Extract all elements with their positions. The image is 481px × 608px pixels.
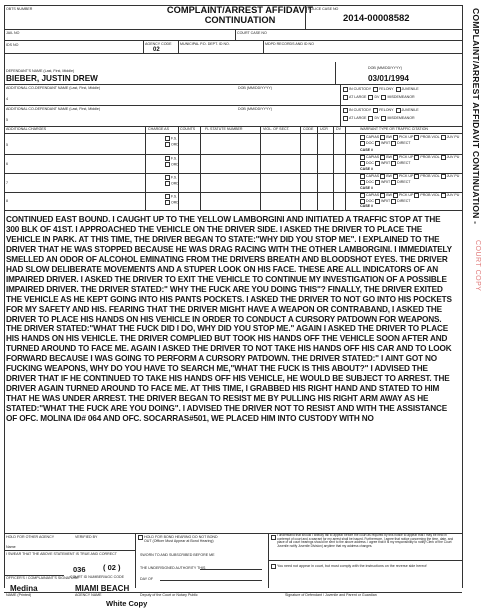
charges-header-warrant: WARRANT TYPE OR TRAFFIC CITATION — [360, 127, 429, 131]
warrant-capias[interactable]: CAPIAS — [360, 135, 379, 139]
option-at-large-2[interactable]: AT LARGE — [343, 116, 366, 120]
warrant-writ[interactable]: WRIT — [375, 141, 390, 145]
court-id-label: COURT ID NUMBER/AGC CODE — [70, 575, 124, 579]
defendant-name: BIEBER, JUSTIN DREW — [6, 74, 98, 83]
codefendant-options-4 — [343, 116, 461, 121]
warrant-juv[interactable]: JUV PU — [441, 193, 460, 197]
codefendant-options-1 — [343, 87, 461, 92]
police-case-no: 2014-00008582 — [343, 13, 410, 24]
case-label: CASE # — [360, 186, 373, 190]
option-misdemeanor[interactable]: MISDEMEANOR — [381, 95, 414, 99]
charges-header-counts: COUNTS — [180, 127, 196, 131]
copy-label: White Copy — [106, 599, 148, 608]
mdpd-label: MDPD RECORDS AND ID NO — [265, 42, 314, 46]
codefendant-options-3 — [343, 108, 461, 113]
option-felony-2[interactable]: FELONY — [373, 108, 393, 112]
charge-row-number: 8 — [6, 199, 8, 203]
warrant-options — [360, 174, 460, 179]
warrant-options-b — [360, 161, 411, 166]
officer-id: 036 — [73, 565, 86, 574]
warrant-writ[interactable]: WRIT — [375, 180, 390, 184]
charge-as-fs[interactable]: F.S. — [165, 136, 177, 141]
warrant-juv[interactable]: JUV PU — [441, 135, 460, 139]
codefendant-row-number: 4 — [6, 97, 8, 101]
option-dv-2[interactable]: DV — [368, 116, 379, 120]
officer-name-label: NAME (Printed) — [6, 593, 32, 597]
warrant-direct[interactable]: DIRECT — [391, 180, 410, 184]
side-title: COMPLAINT/ARREST AFFIDAVIT CONTINUATION - — [471, 8, 481, 225]
warrant-prob[interactable]: PROB VIOL — [414, 174, 439, 178]
form-title — [165, 5, 315, 25]
court-case-no-label: COURT CASE NO — [237, 31, 267, 35]
hold-bond-checkbox[interactable] — [138, 535, 143, 540]
warrant-options — [360, 155, 460, 160]
agency-name: MIAMI BEACH — [75, 584, 130, 593]
dob-label: DOB (MM/DD/YYYY) — [368, 66, 402, 70]
court-copy-stamp: COURT COPY — [474, 240, 481, 292]
warrant-pickup[interactable]: PICK UP — [393, 155, 413, 159]
charge-as-ord[interactable]: ORD — [165, 181, 179, 186]
charge-as-ord[interactable]: ORD — [165, 142, 179, 147]
warrant-bw[interactable]: BW — [380, 135, 392, 139]
undersigned-label: THE UNDERSIGNED AUTHORITY THIS — [140, 566, 206, 570]
charges-header-additional: ADDITIONAL CHARGES — [6, 127, 47, 131]
defendant-dob: 03/01/1994 — [368, 74, 409, 83]
sworn-label: SWORN TO AND SUBSCRIBED BEFORE ME — [140, 553, 215, 557]
narrative-text: CONTINUED EAST BOUND. I CAUGHT UP TO THE YELLOW LAMBORGINI AND INITIATED A TRAFFIC STOP AT THE 300 BLK OF 41ST. I APPROACHED THE VEHICLE ON THE DRIVER SIDE. I ASKED THE DRIVER TO PLACE THE VEHICLE IN PARK. AT THIS TIME, THE DRIVER BEGAN TO STATE:"WHY DID YOU STOP ME". I EXPLAINED TO THE DRIVER THAT HE WAS STOPPED BECAUSE HE WAS DRAG RACING WITH THE OTHER LAMBORGINI. I IMMEDIATELY SMELLED AN ODOR OF ALCOHOL EMINATING FROM THE DRIVERS BREATH AND BLOODSHOT EYES. THE DRIVER HAD SLOW DELIBERATE MOVEMENTS AND A STUPER LOOK ON HIS FACE. THESE ARE ALL INDICATORS OF AN IMPAIRED DRIVER. I ASKED THE DRIVER TO EXIT THE VEHICLE TO CONTINUE MY INVESTIGATION OF A POSSIBLE IMPAIRED DRIVER. THE DRIVER STATED:" WHY THE FUCK ARE YOU DOING THIS"? FINALLY, THE DRIVER EXITED THE VEHICLE AS HE KEPT GOING INTO HIS PANTS POCKETS. I ASKED THE DRIVER TO NOT GO INTO HIS POCKETS FOR MY SAFETY AND HIS. FEARING THAT THE DRIVER MIGHT HAVE A WEAPON OR CONTRABAND, I ASKED THE DRIVER TO PLACE HIS HANDS ON HIS VEHICLE IN ORDER TO CONDUCT A CURSORY PATDOWN FOR WEAPONS. THE DRIVER STATED:"WHAT THE FUCK DID I DO, WHY DID YOU STOP ME." AGAIN I ASKED THE DRIVER TO PLACE HIS HANDS ON HIS VEHICLE. THE DRIVER COMPLIED BUT TOOK HIS HANDS OFF THE VEHICLE SOON AFTER AND TURNED AROUND TO FACE ME. AGAIN I ASKED THE DRIVER TO NOT TAKE HIS HANDS OFF HIS CAR AND TO LOOK FORWARD BECAUSE I WAS GOING TO PERFORM A CURSORY PATDOWN. THE DRIVER STATED:" I AINT GOT NO FUCKING WEAPONS, WHY DO YOU HAVE TO SEARCH ME,"WHAT THE FUCK IS THIS ABOUT?" I ADVISED THE DRIVER THAT IF HE CONTINUED TO TAKE HIS HANDS OFF HIS VEHICLE, HE WOULD BE SUBJECT TO ARREST. THE DRIVER AGAIN TURNED AROUND TO FACE ME. AT THIS TIME, I GRABBED HIS RIGHT HAND AND STATED TO HIM THAT HE WAS UNDER ARREST. THE DRIVER BEGAN TO RESIST ME BY PULLING HIS RIGHT ARM AWAY AS HE STATED:"WHAT THE FUCK ARE YOU DOING". I ADVISED THE DRIVER NOT TO RESIST AND WITH THE ASSISTANCE OF OFC. MOLINA ID# 064 AND OFC. SOCARRAS#501, WE PLACED HIM INTO CUSTODY WITH NO — [6, 215, 452, 424]
charge-row-number: 7 — [6, 181, 8, 185]
option-felony[interactable]: FELONY — [373, 87, 393, 91]
warrant-prob[interactable]: PROB VIOL — [414, 193, 439, 197]
warrant-direct[interactable]: DIRECT — [391, 161, 410, 165]
warrant-prob[interactable]: PROB VIOL — [414, 135, 439, 139]
deputy-label: Deputy of the Court or Notary Public — [140, 593, 198, 597]
charge-row-number: 6 — [6, 162, 8, 166]
warrant-doc[interactable]: DOC — [360, 141, 374, 145]
warrant-juv[interactable]: JUV PU — [441, 174, 460, 178]
charges-header-charge-as: CHARGE AS — [148, 127, 169, 131]
charge-row-number: 5 — [6, 143, 8, 147]
case-label: CASE # — [360, 204, 373, 208]
warrant-juv[interactable]: JUV PU — [441, 155, 460, 159]
warrant-capias[interactable]: CAPIAS — [360, 155, 379, 159]
warrant-options-b — [360, 141, 411, 146]
defendant-name-label: DEFENDANT'S NAME (Last, First, Middle) — [6, 69, 75, 73]
warrant-bw[interactable]: BW — [380, 174, 392, 178]
warrant-doc[interactable]: DOC — [360, 199, 374, 203]
warrant-options-b — [360, 180, 411, 185]
officer-signature-label: OFFICER'S / COMPLAINANT'S SIGNATURE — [6, 576, 79, 580]
obts-label: OBTS NUMBER — [6, 7, 33, 11]
charges-header-dv: DV — [336, 127, 341, 131]
charge-as-fs[interactable]: F.S. — [165, 175, 177, 180]
officer-name: Medina — [10, 584, 38, 593]
charge-as-fs[interactable]: F.S. — [165, 194, 177, 199]
warrant-options — [360, 135, 460, 140]
warrant-writ[interactable]: WRIT — [375, 161, 390, 165]
codefendant-label: ADDITIONAL CO-DEFENDANT NAME (Last, First, Middle) — [6, 86, 101, 90]
day-label: DAY OF — [140, 577, 154, 581]
agency-name-label: AGENCY NAME — [75, 593, 102, 597]
defendant-signature-label: Signature of Defendant / Juvenile and Parent or Guardian — [285, 593, 377, 597]
option-in-custody[interactable]: IN CUSTODY — [343, 87, 371, 91]
verified-by-label: VERIFIED BY — [75, 535, 98, 539]
option-juvenile[interactable]: JUVENILE — [396, 87, 419, 91]
charges-header-code: CODE — [303, 127, 314, 131]
agency-code-label: AGENCY CODE — [145, 42, 172, 46]
codefendant-dob-label: DOB (MM/DD/YYYY) — [238, 86, 272, 90]
case-label: CASE # — [360, 148, 373, 152]
warrant-pickup[interactable]: PICK UP — [393, 174, 413, 178]
option-dv[interactable]: DV — [368, 95, 379, 99]
municipal-label: MUNICIPAL P.D. DEPT. ID NO. — [180, 42, 230, 46]
charge-as-ord[interactable]: ORD — [165, 162, 179, 167]
jail-no-label: JAIL NO — [6, 31, 20, 35]
codefendant-options-2 — [343, 95, 461, 100]
warrant-pickup[interactable]: PICK UP — [393, 193, 413, 197]
need-not-appear-checkbox[interactable] — [271, 564, 276, 569]
warrant-options — [360, 193, 460, 198]
warrant-direct[interactable]: DIRECT — [391, 141, 410, 145]
option-misdemeanor-2[interactable]: MISDEMEANOR — [381, 116, 414, 120]
warrant-pickup[interactable]: PICK UP — [393, 135, 413, 139]
codefendant-label-2: ADDITIONAL CO-DEFENDANT NAME (Last, First, Middle) — [6, 107, 101, 111]
officer-id-code: ( 02 ) — [103, 563, 121, 572]
understand-text: I understand that should I willfully fail to appear before the court as required by this notice to appear that I may be held in contempt of court and a warrant for my arrest shall be issued. Furthermore, I agree that notice concerning the time, date, and place of all court hearings should be sent to the above address. I agree that it is my responsibility to notify Clerk of the Court Juvenile notify Juvenile Division) anytime that my address changes. — [277, 533, 454, 549]
hold-agency-label: HOLD FOR OTHER AGENCY — [6, 535, 55, 539]
warrant-prob[interactable]: PROB VIOL — [414, 155, 439, 159]
police-case-no-label: POLICE CASE NO — [308, 7, 339, 11]
charge-as-ord[interactable]: ORD — [165, 200, 179, 205]
charges-header-ucr: UCR — [320, 127, 328, 131]
hold-bond-label: HOLD FOR BOND HEARING DO NOT BOND OUT (Officer Must Appear at Bond Hearing) — [144, 535, 218, 543]
charges-header-viol: VIOL. OF SECT. — [263, 127, 290, 131]
warrant-direct[interactable]: DIRECT — [391, 199, 410, 203]
charge-as-fs[interactable]: F.S. — [165, 156, 177, 161]
agency-code: 02 — [153, 47, 160, 53]
option-in-custody-2[interactable]: IN CUSTODY — [343, 108, 371, 112]
form-title-line2: CONTINUATION — [204, 15, 276, 25]
warrant-capias[interactable]: CAPIAS — [360, 193, 379, 197]
true-correct-label: I SWEAR THAT THE ABOVE STATEMENT IS TRUE AND CORRECT — [6, 552, 117, 556]
charges-header-statute: FL STATUTE NUMBER — [205, 127, 243, 131]
option-at-large[interactable]: AT LARGE — [343, 95, 366, 99]
need-not-appear-text: You need not appear in court, but must comply with the instructions on the reverse side hereof — [277, 564, 427, 568]
warrant-writ[interactable]: WRIT — [375, 199, 390, 203]
warrant-doc[interactable]: DOC — [360, 161, 374, 165]
ids-no-label: IDS NO — [6, 43, 19, 47]
form-title-line1: COMPLAINT/ARREST AFFIDAVIT — [166, 5, 314, 15]
case-label: CASE # — [360, 167, 373, 171]
option-juvenile-2[interactable]: JUVENILE — [396, 108, 419, 112]
codefendant-dob-label-2: DOB (MM/DD/YYYY) — [238, 107, 272, 111]
warrant-bw[interactable]: BW — [380, 193, 392, 197]
codefendant-row-number-2: 5 — [6, 118, 8, 122]
name-label: Name — [6, 545, 16, 549]
understand-checkbox[interactable] — [271, 535, 276, 540]
warrant-doc[interactable]: DOC — [360, 180, 374, 184]
warrant-capias[interactable]: CAPIAS — [360, 174, 379, 178]
warrant-bw[interactable]: BW — [380, 155, 392, 159]
